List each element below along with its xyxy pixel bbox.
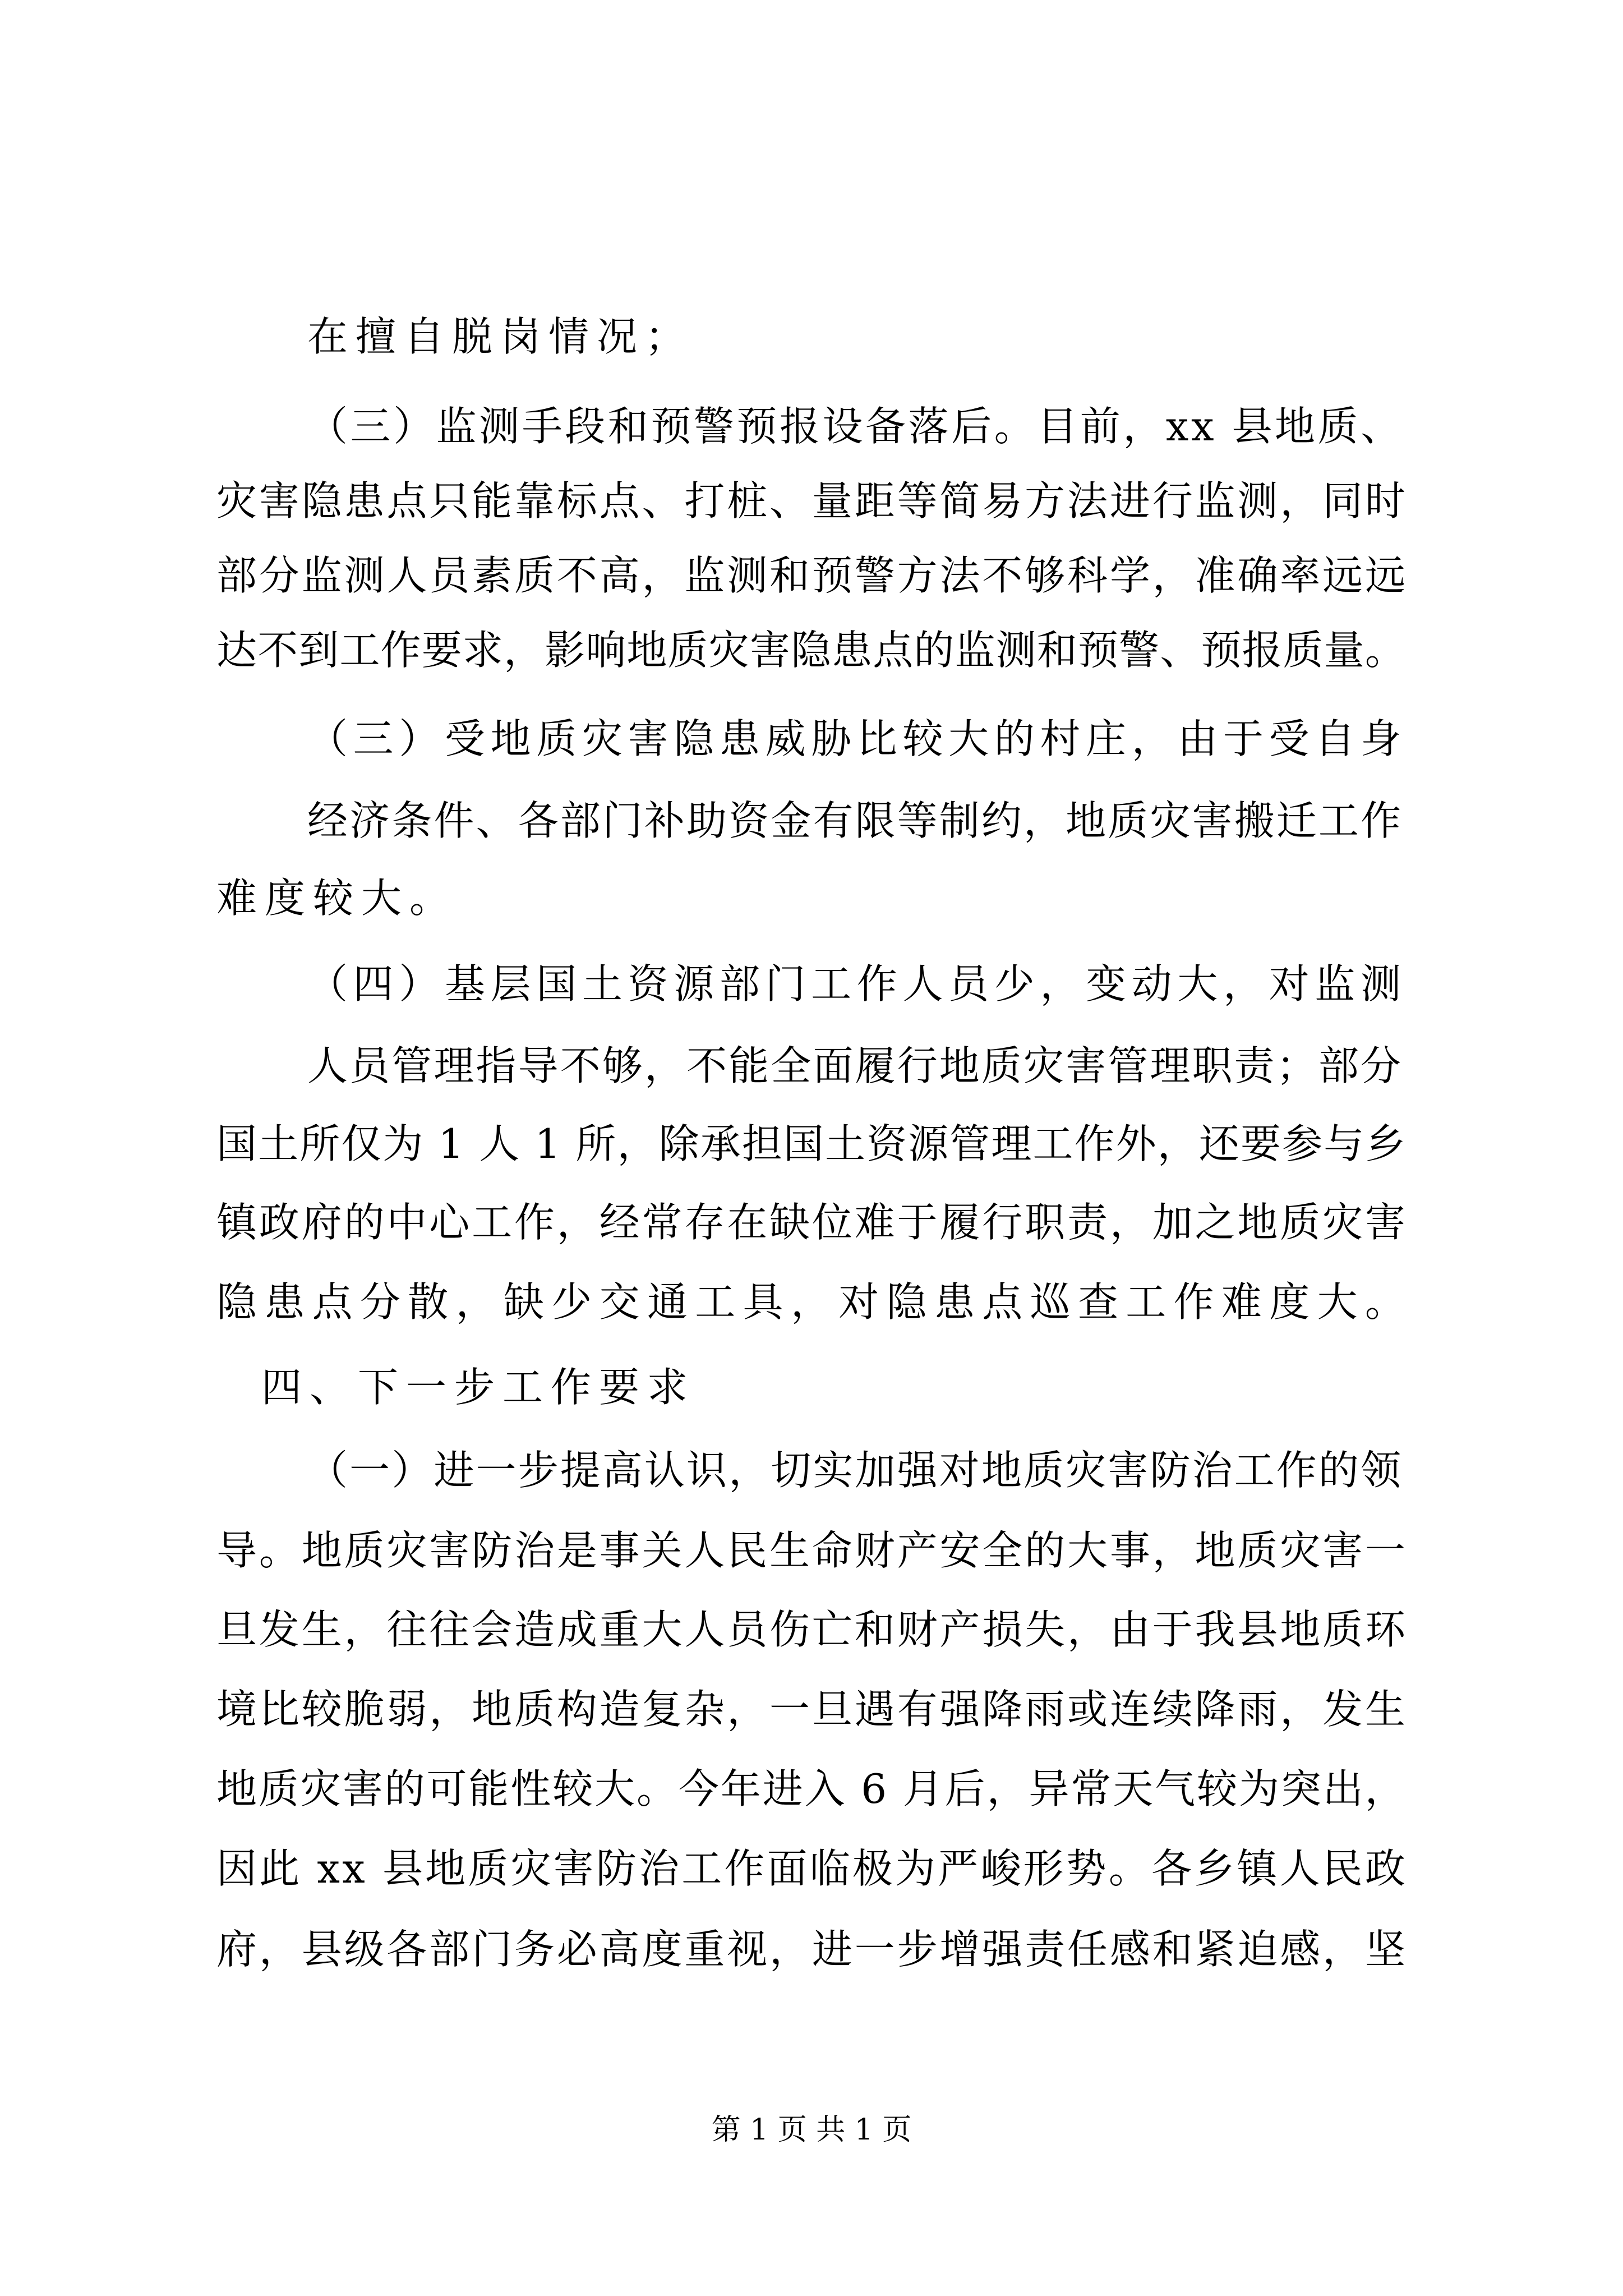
text-line: 难度较大。: [216, 875, 458, 922]
text-line: （三）受地质灾害隐患威胁比较大的村庄，由于受自身: [307, 715, 1407, 762]
text-line: 府，县级各部门务必高度重视，进一步增强责任感和紧迫感，坚: [216, 1926, 1408, 1973]
text-line: 地质灾害的可能性较大。今年进入 6 月后，异常天气较为突出，: [216, 1765, 1407, 1812]
text-line: 在擅自脱岗情况；: [307, 313, 694, 360]
text-line: 因此 xx 县地质灾害防治工作面临极为严峻形势。各乡镇人民政: [216, 1845, 1408, 1892]
text-line: （三）监测手段和预警预报设备落后。目前，xx 县地质、: [307, 403, 1404, 450]
text-line: 镇政府的中心工作，经常存在缺位难于履行职责，加之地质灾害: [216, 1199, 1408, 1246]
text-line: 国土所仅为 1 人 1 所，除承担国土资源管理工作外，还要参与乡: [216, 1120, 1407, 1167]
section-heading: 四、下一步工作要求: [261, 1364, 696, 1411]
text-line: 人员管理指导不够，不能全面履行地质灾害管理职责；部分: [307, 1042, 1403, 1089]
text-line: 隐患点分散，缺少交通工具，对隐患点巡查工作难度大。: [216, 1278, 1413, 1326]
text-line: （一）进一步提高认识，切实加强对地质灾害防治工作的领: [307, 1447, 1403, 1494]
text-line: 灾害隐患点只能靠标点、打桩、量距等简易方法进行监测，同时: [216, 477, 1408, 524]
text-line: 旦发生，往往会造成重大人员伤亡和财产损失，由于我县地质环: [216, 1606, 1408, 1653]
text-line: 境比较脆弱，地质构造复杂，一旦遇有强降雨或连续降雨，发生: [216, 1686, 1408, 1733]
page-number-footer: 第 1 页 共 1 页: [711, 2113, 912, 2147]
text-line: 导。地质灾害防治是事关人民生命财产安全的大事，地质灾害一: [216, 1527, 1408, 1574]
text-line: 达不到工作要求，影响地质灾害隐患点的监测和预警、预报质量。: [216, 627, 1407, 674]
text-line: 经济条件、各部门补助资金有限等制约，地质灾害搬迁工作: [307, 797, 1403, 844]
text-line: 部分监测人员素质不高，监测和预警方法不够科学，准确率远远: [216, 552, 1408, 599]
text-line: （四）基层国土资源部门工作人员少，变动大，对监测: [307, 960, 1407, 1007]
